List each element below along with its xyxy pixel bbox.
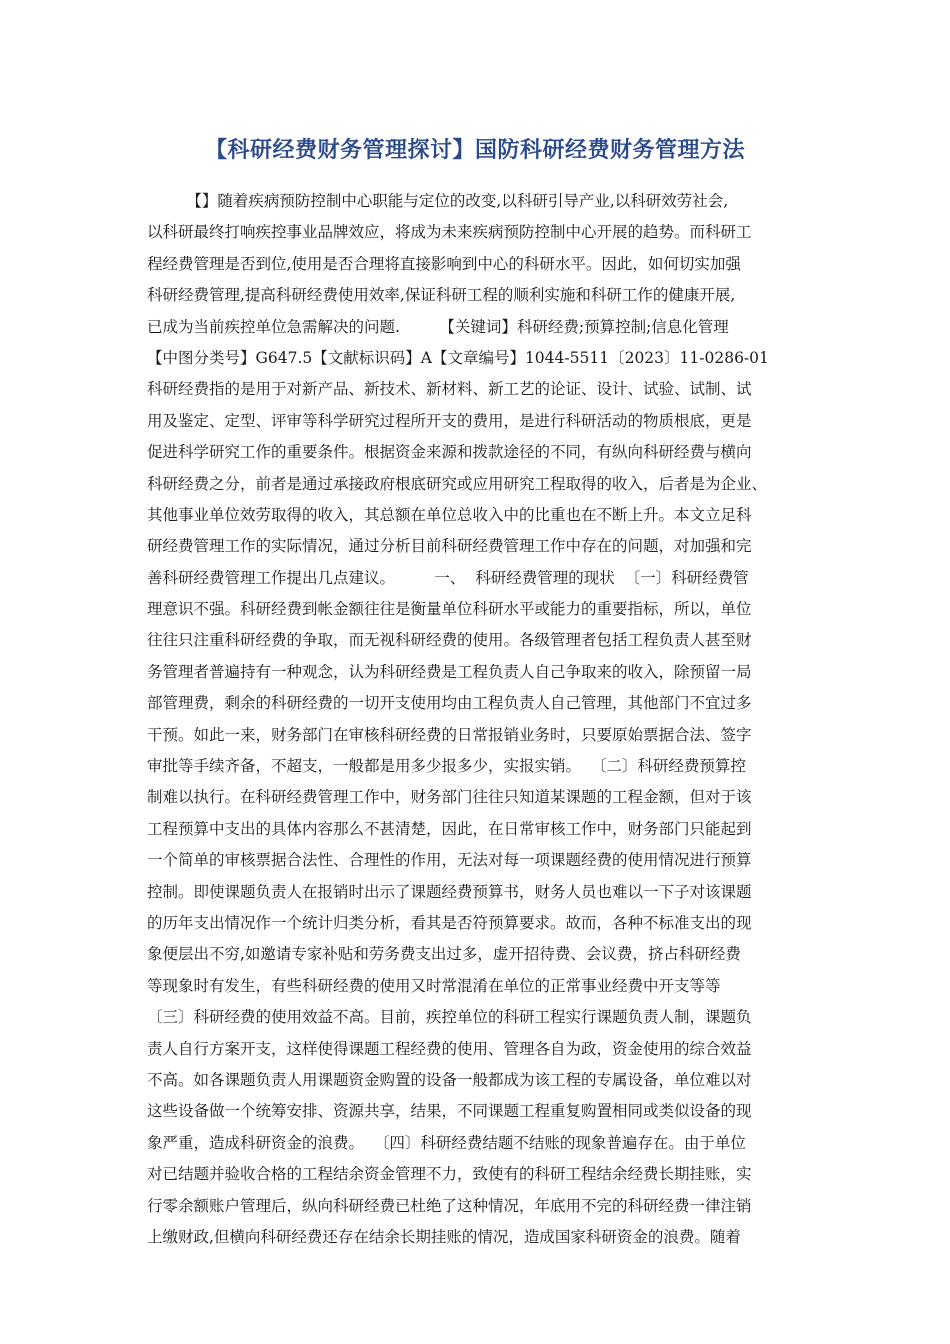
text-line: 理意识不强。科研经费到帐金额往往是衡量单位科研水平或能力的重要指标，所以，单位 [147, 600, 752, 619]
document-title: 【科研经费财务管理探讨】国防科研经费财务管理方法 [204, 138, 745, 163]
text-line: 研经费管理工作的实际情况，通过分析目前科研经费管理工作中存在的问题，对加强和完 [147, 537, 752, 556]
text-line: 控制。即使课题负责人在报销时出示了课题经费预算书，财务人员也难以一下子对该课题 [147, 882, 752, 901]
text-line: 制难以执行。在科研经费管理工作中，财务部门往往只知道某课题的工程金额，但对于该 [147, 788, 752, 807]
text-line: 程经费管理是否到位,使用是否合理将直接影响到中心的科研水平。因此，如何切实加强 [147, 254, 741, 273]
text-line: 科研经费之分，前者是通过承接政府根底研究或应用研究工程取得的收入，后者是为企业、 [147, 474, 768, 493]
text-line: 〔三〕科研经费的使用效益不高。目前，疾控单位的科研工程实行课题负责人制，课题负 [147, 1008, 752, 1027]
text-line: 等现象时有发生，有些科研经费的使用又时常混淆在单位的正常事业经费中开支等等 [147, 976, 721, 995]
text-line: 用及鉴定、定型、评审等科学研究过程所开支的费用，是进行科研活动的物质根底，更是 [147, 411, 752, 430]
text-line: 不高。如各课题负责人用课题资金购置的设备一般都成为该工程的专属设备，单位难以对 [147, 1070, 752, 1089]
text-line: 已成为当前疾控单位急需解决的问题. 【关键词】科研经费;预算控制;信息化管理 [147, 317, 729, 336]
text-line: 行零余额账户管理后，纵向科研经费已杜绝了这种情况，年底用不完的科研经费一律注销 [147, 1196, 752, 1215]
text-line: 促进科学研究工作的重要条件。根据资金来源和拨款途径的不同，有纵向科研经费与横向 [147, 443, 752, 462]
text-line: 审批等手续齐备，不超支，一般都是用多少报多少，实报实销。 〔二〕科研经费预算控 [147, 757, 746, 776]
text-line: 一个简单的审核票据合法性、合理性的作用，无法对每一项课题经费的使用情况进行预算 [147, 851, 752, 870]
text-line: 往往只注重科研经费的争取，而无视科研经费的使用。各级管理者包括工程负责人甚至财 [147, 631, 752, 650]
text-line: 科研经费指的是用于对新产品、新技术、新材料、新工艺的论证、设计、试验、试制、试 [147, 380, 752, 399]
text-line: 善科研经费管理工作提出几点建议。 一、 科研经费管理的现状 〔一〕科研经费管 [147, 568, 749, 587]
text-line: 上缴财政,但横向科研经费还存在结余长期挂账的情况，造成国家科研资金的浪费。随着 [147, 1227, 741, 1246]
text-line: 以科研最终打响疾控事业品牌效应，将成为未来疾病预防控制中心开展的趋势。而科研工 [147, 223, 752, 242]
text-line: 【中图分类号】G647.5【文献标识码】A【文章编号】1044-5511〔2023〕11-0286-01 [147, 348, 769, 367]
text-line: 工程预算中支出的具体内容那么不甚清楚，因此，在日常审核工作中，财务部门只能起到 [147, 819, 752, 838]
text-line: 务管理者普遍持有一种观念，认为科研经费是工程负责人自己争取来的收入，除预留一局 [147, 662, 752, 681]
text-line: 干预。如此一来，财务部门在审核科研经费的日常报销业务时，只要原始票据合法、签字 [147, 725, 752, 744]
text-line: 科研经费管理,提高科研经费使用效率,保证科研工程的顺利实施和科研工作的健康开展, [147, 286, 736, 305]
text-line: 其他事业单位效劳取得的收入，其总额在单位总收入中的比重也在不断上升。本文立足科 [147, 505, 752, 524]
text-line: 【】随着疾病预防控制中心职能与定位的改变,以科研引导产业,以科研效劳社会, [147, 192, 729, 210]
text-line: 部管理费，剩余的科研经费的一切开支使用均由工程负责人自己管理，其他部门不宜过多 [147, 694, 752, 713]
text-line: 象便层出不穷,如邀请专家补贴和劳务费支出过多，虚开招待费、会议费，挤占科研经费 [147, 945, 741, 964]
text-line: 的历年支出情况作一个统计归类分析，看其是否符预算要求。故而，各种不标准支出的现 [147, 913, 752, 932]
text-line: 责人自行方案开支，这样使得课题工程经费的使用、管理各自为政，资金使用的综合效益 [147, 1039, 752, 1058]
text-line: 象严重，造成科研资金的浪费。 〔四〕科研经费结题不结账的现象普遍存在。由于单位 [147, 1133, 746, 1152]
text-line: 这些设备做一个统筹安排、资源共享，结果，不同课题工程重复购置相同或类似设备的现 [147, 1102, 752, 1121]
document-body [147, 186, 812, 1253]
text-line: 对已结题并验收合格的工程结余资金管理不力，致使有的科研工程结余经费长期挂账，实 [147, 1165, 752, 1184]
